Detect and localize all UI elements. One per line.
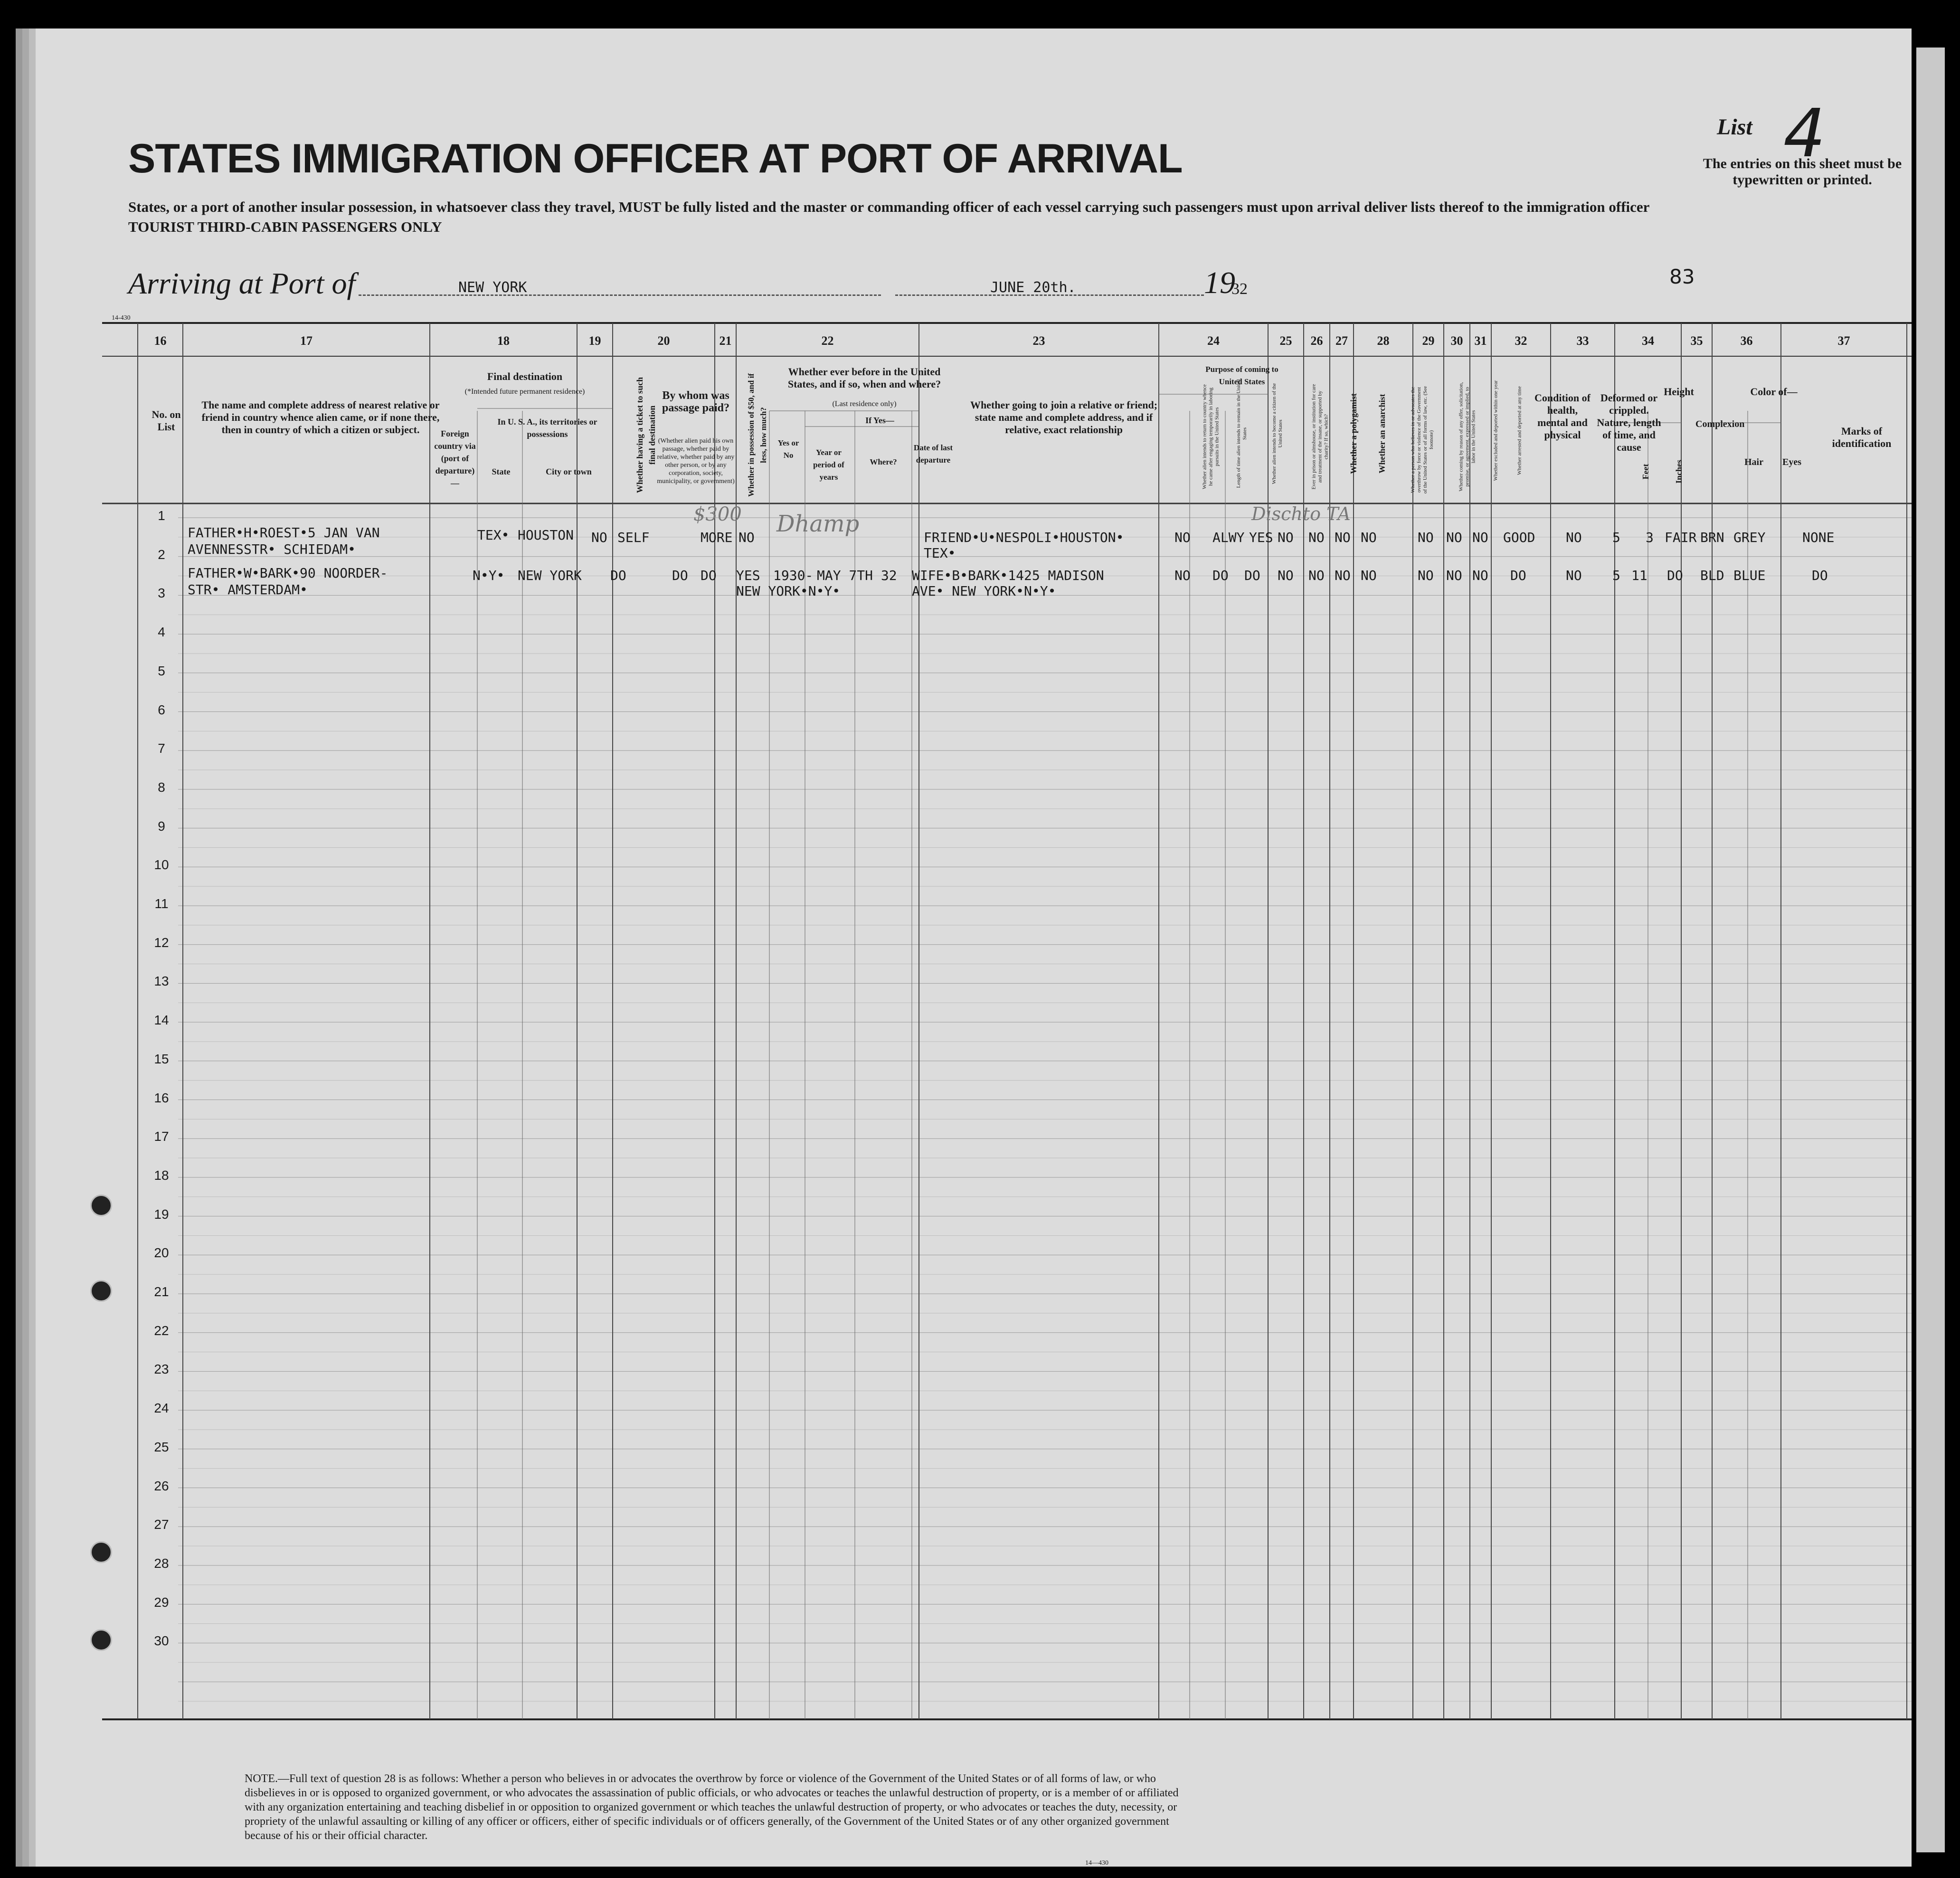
header-marks: Marks of identification [1832,425,1892,449]
list-number: 4 [1783,95,1826,172]
row-number-1: 1 [158,508,165,523]
header-final-destination: Final destination [487,370,563,382]
row-number-15: 15 [154,1051,169,1066]
handwritten-column22: Dhamp [776,511,860,537]
entry1-c29: NO [1418,530,1434,545]
header-eyes: Eyes [1782,457,1801,467]
column-number-30: 30 [1450,334,1463,348]
port-value: NEW YORK [458,279,527,296]
row-number-14: 14 [154,1013,169,1028]
punch-hole [90,1629,112,1651]
row-number-13: 13 [154,974,169,989]
header-purpose-a: Whether alien intends to return to country whence he came after engaging temporarily in laboring pursuits in the United States [1202,384,1220,489]
year-suffix: 32 [1231,280,1248,298]
row-number-8: 8 [158,779,165,795]
entry2-deformed: NO [1566,568,1582,583]
entry2-c24b: DO [1212,568,1229,583]
header-yes-no: Yes or No [777,438,799,460]
entry1-inches: 3 [1646,530,1654,545]
entry1-c31: NO [1472,530,1488,545]
row-number-9: 9 [158,818,165,834]
header-relative: The name and complete address of nearest relative or friend in country whence alien came, or if none there, then in country of which a citizen or subject. [201,399,440,436]
header-inches: Inches [1674,460,1684,484]
entry1-c28: NO [1361,530,1377,545]
header-excluded: Whether excluded and deported within one year [1493,380,1499,481]
column-number-33: 33 [1576,334,1589,348]
entry1-deformed: NO [1566,530,1582,545]
header-feet: Feet [1641,464,1650,480]
column-number-35: 35 [1690,334,1703,348]
form-code: 14-430 [112,314,131,322]
column-number-20: 20 [657,334,670,348]
entry2-relative-line1: FATHER•W•BARK•90 NOORDER- [188,565,388,581]
form-subtitle: States, or a port of another insular possession, in whatsoever class they travel, MUST be fully listed and the master or commanding officer of each vessel carrying such passengers must upon arrival deliver lists thereof to the immigration officer [128,199,1650,215]
punch-hole [90,1541,112,1563]
form-title: STATES IMMIGRATION OFFICER AT PORT OF ARRIVAL [128,136,1183,181]
header-purpose-c: Whether alien intends to become a citizen of the United States [1271,383,1283,484]
year-prefix: 19 [1204,266,1235,300]
header-prison: Ever in prison or almshouse, or institution for care and treatment of the insane, or supported by charity? If so, which? [1311,384,1329,490]
entry2-eyes: BLUE [1733,568,1766,583]
column-number-21: 21 [719,334,732,348]
entry2-join-line1: WIFE•B•BARK•1425 MADISON [912,568,1104,583]
arriving-label: Arriving at Port of [128,266,356,300]
column-number-34: 34 [1642,334,1654,348]
column-number-31: 31 [1474,334,1487,348]
entry2-c25: NO [1278,568,1294,583]
entry1-ticket: NO [591,530,607,545]
manifest-page [36,28,1912,1867]
sheet-number: 83 [1669,265,1695,288]
row-number-23: 23 [154,1362,169,1377]
table-grid [36,28,1912,1867]
entry2-where: MAY 7TH 32 [817,568,897,583]
entry1-feet: 5 [1612,530,1620,545]
column-number-26: 26 [1310,334,1323,348]
column-number-37: 37 [1837,334,1850,348]
header-foreign-country: Foreign country via (port of departure)— [434,429,476,488]
header-anarchist: Whether an anarchist [1377,394,1387,474]
entry2-hair: BLD [1700,568,1724,583]
entry1-money: MORE [701,530,733,545]
stacked-page-edges [1916,47,1945,1852]
entry2-where-line2: NEW YORK•N•Y• [736,583,841,599]
list-label: List [1717,114,1752,140]
row-number-12: 12 [154,935,169,950]
entry1-hair: BRN [1700,530,1724,545]
header-complexion: Complexion [1695,419,1745,429]
header-city: City or town [546,467,592,476]
row-number-21: 21 [154,1284,169,1299]
entry1-city: HOUSTON [518,527,574,543]
row-number-22: 22 [154,1323,169,1338]
entry2-c31: NO [1472,568,1488,583]
header-passage-paid: By whom was passage paid? [662,389,730,414]
punch-hole [90,1280,112,1302]
entry1-paid-by: SELF [617,530,650,545]
entry2-complexion: DO [1667,568,1683,583]
footer-code: 14—430 [1085,1859,1108,1867]
header-money: Whether in possession of $50, and if less, how much? [747,373,768,497]
entry2-inches: 11 [1631,568,1648,583]
entry2-before-in-us: YES [736,568,760,583]
entry1-c30: NO [1446,530,1462,545]
entry1-eyes: GREY [1733,530,1766,545]
punch-hole [90,1195,112,1216]
header-polygamist: Whether a polygamist [1349,393,1358,474]
list-note: The entries on this sheet must be typewritten or printed. [1703,156,1902,188]
row-number-3: 3 [158,586,165,601]
entry2-c29: NO [1418,568,1434,583]
entry2-c27: NO [1335,568,1351,583]
handwritten-money: $300 [693,503,742,525]
row-number-30: 30 [154,1633,169,1649]
row-number-26: 26 [154,1478,169,1493]
header-if-yes: If Yes— [865,416,894,425]
column-number-28: 28 [1377,334,1390,348]
column-number-19: 19 [588,334,601,348]
header-purpose: Purpose of coming to United States [1205,365,1278,386]
header-color-of: Color of— [1750,386,1798,398]
entry2-c24c: DO [1244,568,1260,583]
entry2-ticket: DO [610,568,626,583]
entry2-c24a: NO [1174,568,1191,583]
entry2-year: 1930- [773,568,814,583]
entry1-before-in-us: NO [739,530,755,545]
column-number-32: 32 [1515,334,1527,348]
header-overthrow: Whether a person who believes in or advocates the overthrow by force or violence of the Government of the United States or of all forms of law, etc. (See footnote) [1410,386,1434,494]
entry1-join-line2: TEX• [924,545,956,561]
row-number-24: 24 [154,1401,169,1416]
entry1-c26: NO [1308,530,1325,545]
header-before-in-us: Whether ever before in the United States, and if so, when and where? [787,366,941,390]
row-number-20: 20 [154,1245,169,1261]
row-number-25: 25 [154,1439,169,1454]
row-number-7: 7 [158,741,165,756]
column-number-23: 23 [1032,334,1045,348]
header-in-usa: In U. S. A., its territories or possessions [497,417,597,439]
column-number-22: 22 [821,334,834,348]
handwritten-column24: Dischto TA [1251,503,1351,524]
header-join-relative: Whether going to join a relative or friend; state name and complete address, and if relative, exact relationship [970,399,1158,436]
entry1-c25: NO [1278,530,1294,545]
row-number-18: 18 [154,1167,169,1183]
passenger-class-line: TOURIST THIRD-CABIN PASSENGERS ONLY [128,218,442,235]
header-purpose-b: Length of time alien intends to remain in the United States [1236,379,1248,488]
entry2-c28: NO [1361,568,1377,583]
entry1-c24c: YES [1249,530,1273,545]
header-year: Year or period of years [813,448,844,482]
header-labor-offer: Whether coming by reason of any offer, solicitation, promise, or agreement, expressed or implied, to labor in the United States [1458,382,1477,492]
entry1-state: TEX• [477,527,510,543]
header-arrested: Whether arrested and deported at any time [1516,386,1523,475]
header-ticket: Whether having a ticket to such final destination [635,377,657,493]
column-number-25: 25 [1279,334,1292,348]
row-number-19: 19 [154,1206,169,1222]
entry2-marks: DO [1812,568,1828,583]
column-number-36: 36 [1740,334,1753,348]
column-number-16: 16 [154,334,167,348]
entry1-relative-line1: FATHER•H•ROEST•5 JAN VAN [188,525,380,541]
entry2-health: DO [1510,568,1526,583]
column-number-29: 29 [1422,334,1435,348]
entry2-state: N•Y• [473,568,505,583]
entry2-city: NEW YORK [518,568,582,583]
header-passage-note: (Whether alien paid his own passage, whether paid by relative, whether paid by any other person, or by any corporation, society, municipality, or government) [657,437,735,485]
row-number-27: 27 [154,1517,169,1532]
entry1-health: GOOD [1503,530,1535,545]
header-no-on-list: No. on List [151,408,181,433]
column-number-17: 17 [300,334,312,348]
row-number-4: 4 [158,625,165,640]
entry2-money: DO [701,568,717,583]
entry1-complexion: FAIR [1665,530,1697,545]
entry2-feet: 5 [1612,568,1620,583]
header-hair: Hair [1744,457,1763,467]
entry1-c24b: ALWY [1212,530,1245,545]
entry2-c26: NO [1308,568,1325,583]
header-final-note: (*Intended future permanent residence) [464,388,585,396]
row-number-11: 11 [154,896,169,911]
entry1-c24a: NO [1174,530,1191,545]
row-number-28: 28 [154,1556,169,1571]
entry2-join-line2: AVE• NEW YORK•N•Y• [912,583,1056,599]
header-state: State [492,467,511,476]
entry2-paid-by: DO [672,568,688,583]
header-deformed: Deformed or crippled. Nature, length of time, and cause [1597,392,1661,453]
column-number-27: 27 [1335,334,1348,348]
row-number-16: 16 [154,1090,169,1105]
row-number-10: 10 [154,857,169,873]
header-before-note: (Last residence only) [832,400,897,408]
entry1-join-line1: FRIEND•U•NESPOLI•HOUSTON• [924,530,1124,545]
entry1-marks: NONE [1802,530,1835,545]
entry1-c27: NO [1335,530,1351,545]
date-value: JUNE 20th. [990,279,1076,296]
row-number-17: 17 [154,1129,169,1144]
row-number-5: 5 [158,663,165,678]
entry2-relative-line2: STR• AMSTERDAM• [188,582,308,598]
entry2-c30: NO [1446,568,1462,583]
row-number-2: 2 [158,547,165,562]
column-number-24: 24 [1207,334,1220,348]
header-last-departure: Date of last departure [913,443,953,465]
entry1-relative-line2: AVENNESSTR• SCHIEDAM• [188,541,356,557]
row-number-29: 29 [154,1594,169,1610]
header-where: Where? [870,457,897,466]
column-number-18: 18 [497,334,510,348]
header-height: Height [1664,386,1694,398]
port-underline [359,294,881,296]
footnote: NOTE.—Full text of question 28 is as follows: Whether a person who believes in or advocates the overthrow by force or violence of the Government of the United States or of all forms of law, or who disbelieves in or is opposed to organized government, or who advocates the assassination of public officials, or who advocates or teaches the unlawful destruction of property, or is a member of or affiliated with any organization entertaining and teaching disbelief in or opposition to organized government or which teaches the unlawful destruction of property, or who advocates or teaches the duty, necessity, or propriety of the unlawful assaulting or killing of any officer or officers, either of specific individuals or of officers generally, of the Government of the United States or of any other organized government because of his or their official character. [245,1773,1179,1842]
header-health: Condition of health, mental and physical [1534,392,1591,441]
row-number-6: 6 [158,702,165,717]
